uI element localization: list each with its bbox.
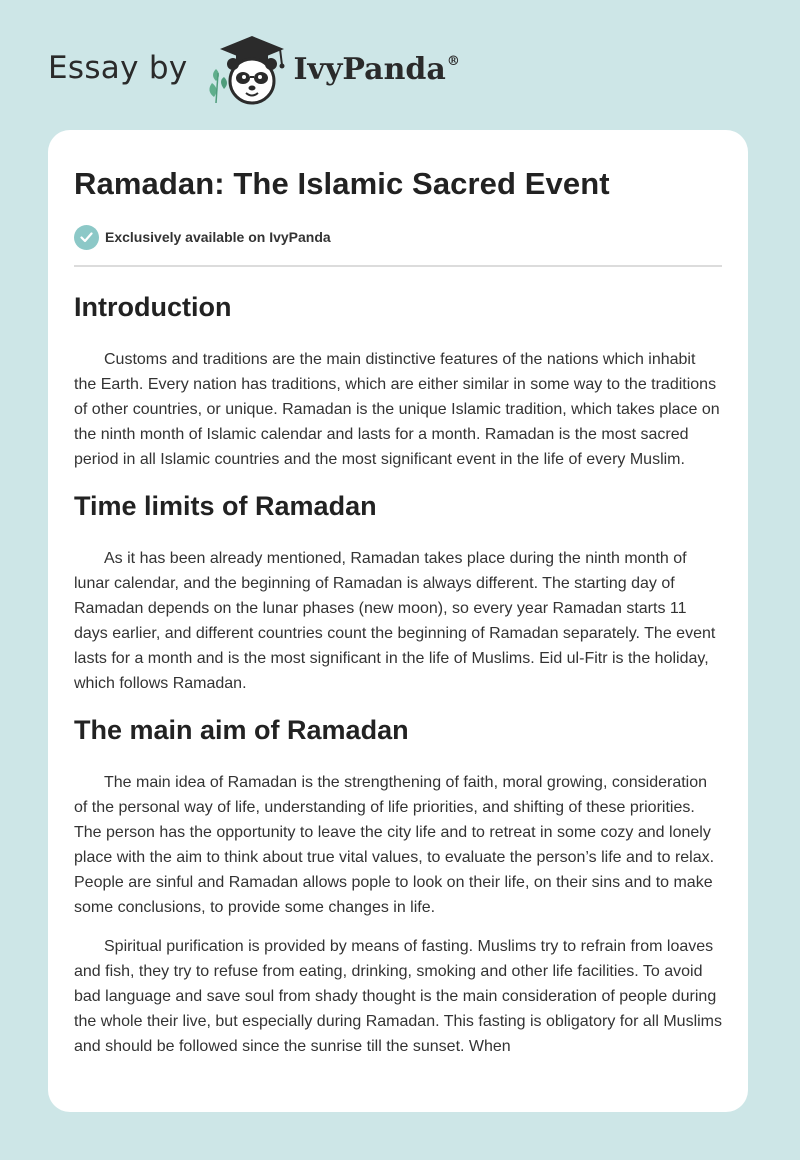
paragraph: Customs and traditions are the main distinctive features of the nations which inhabit the Earth. Every nation has traditions, which are either similar in some way to the traditions of other countries, or unique. Ramadan is the unique Islamic tradition, which takes place on the ninth month of Islamic calendar and lasts for a month. Ramadan is the most sacred period in all Islamic countries and the most significant event in the life of every Muslim.: [74, 351, 720, 468]
exclusive-badge: [74, 224, 722, 250]
essay-card: [48, 130, 748, 1112]
panda-logo-icon: [202, 31, 292, 114]
site-header: [48, 32, 460, 112]
section-heading-introduction: Introduction: [74, 292, 232, 322]
page-title: Ramadan: The Islamic Sacred Event: [74, 166, 610, 201]
ivypanda-logo[interactable]: [202, 31, 460, 114]
section-heading-time-limits: Time limits of Ramadan: [74, 491, 377, 521]
paragraph: The main idea of Ramadan is the strengthening of faith, moral growing, consideration of the personal way of life, understanding of life priorities, and shifting of these priorities. The person has the opportunity to leave the city life and to retreat in some cozy and lonely place with the aim to think about true vital values, to evaluate the person’s life and to relax. People are sinful and Ramadan allows pople to look on their life, on their sins and to make some conclusions, to provide some changes in life.: [74, 774, 715, 916]
essay-by-label: Essay by: [48, 50, 188, 86]
brand-name: IvyPanda®: [293, 51, 460, 87]
paragraph: Spiritual purification is provided by means of fasting. Muslims try to refrain from loaves and fish, they try to refuse from eating, drinking, smoking and other life facilities. To avoid bad language and save soul from shady thought is the main consideration of people during the whole their live, but especially during Ramadan. This fasting is obligatory for all Muslims and should be followed since the sunrise till the sunset. When: [74, 938, 723, 1055]
exclusive-badge-label: Exclusively available on IvyPanda: [105, 229, 331, 245]
registered-mark: ®: [446, 53, 460, 69]
title-divider: [74, 265, 722, 267]
section-heading-main-aim: The main aim of Ramadan: [74, 715, 409, 745]
paragraph: As it has been already mentioned, Ramadan takes place during the ninth month of lunar calendar, and the beginning of Ramadan is always different. The starting day of Ramadan depends on the lunar phases (new moon), so every year Ramadan starts 11 days earlier, and different countries count the beginning of Ramadan separately. The event lasts for a month and is the most significant in the life of Muslims. Eid ul-Fitr is the holiday, which follows Ramadan.: [74, 550, 716, 692]
check-circle-icon: [74, 225, 99, 250]
